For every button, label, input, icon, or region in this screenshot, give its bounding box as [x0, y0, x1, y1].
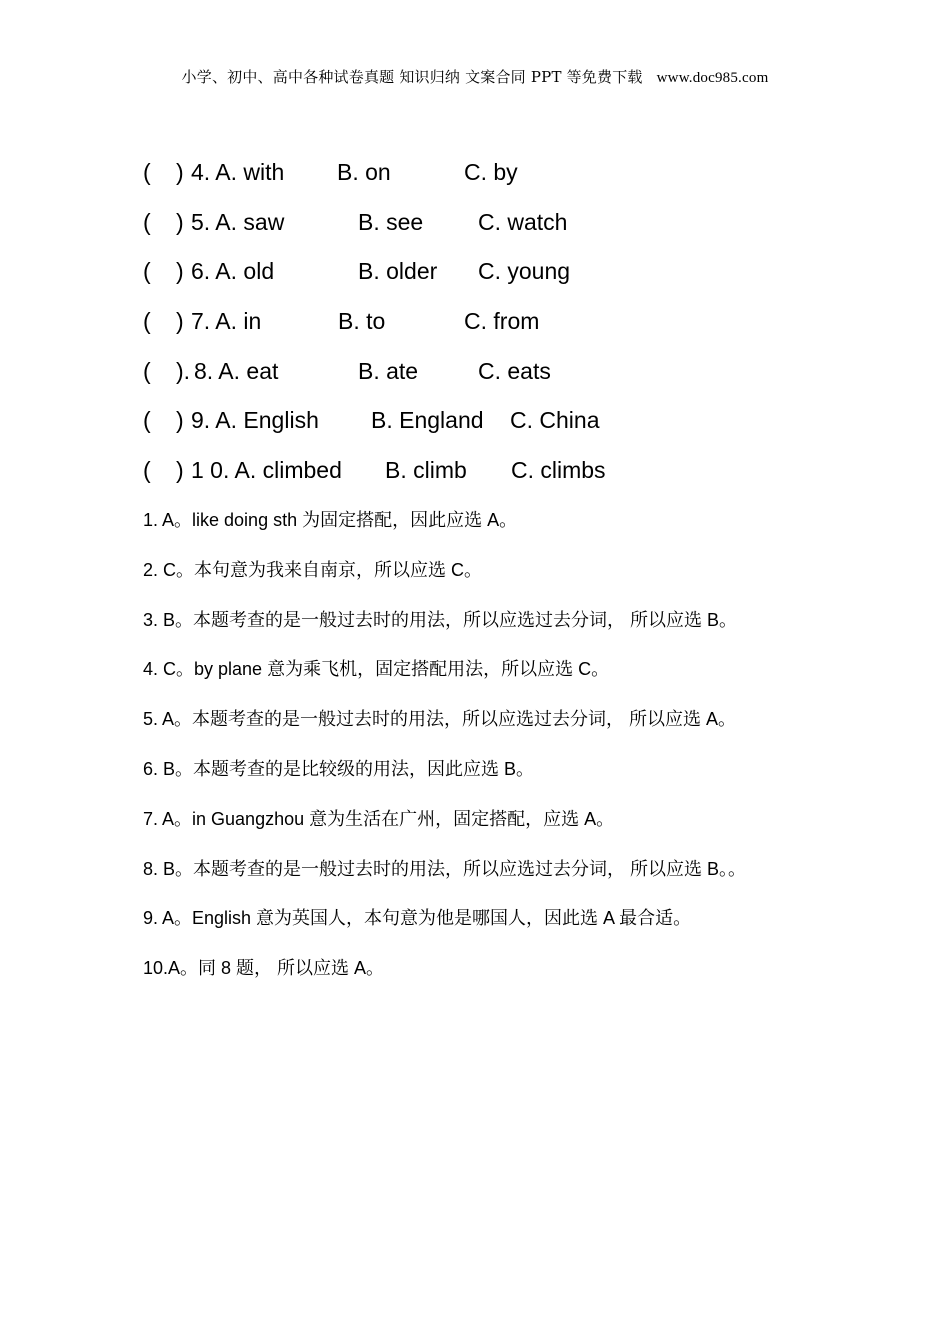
answer-paren-open: ( — [143, 357, 151, 384]
option-a: 7. A. in — [191, 308, 262, 335]
question-row — [143, 453, 843, 503]
answer-paren-close: ) — [176, 258, 184, 285]
answer-line: 1. A。like doing sth 为固定搭配，因此应选 A。 — [143, 510, 518, 530]
answer-paren-open: ( — [143, 159, 151, 185]
option-a: 8. A. eat — [194, 357, 279, 384]
question-row — [143, 304, 843, 354]
answer-paren-open: ( — [143, 308, 151, 335]
option-c: C. watch — [478, 208, 568, 235]
option-b: B. to — [338, 308, 386, 335]
question-row — [143, 205, 843, 255]
question-row — [143, 254, 843, 304]
option-c: C. China — [510, 407, 600, 434]
option-a: 5. A. saw — [191, 208, 285, 235]
answer-explanations — [143, 506, 843, 1004]
answer-paren-close: ) — [176, 308, 184, 335]
option-c: C. eats — [478, 357, 551, 384]
question-list — [143, 155, 843, 503]
option-c: C. from — [464, 308, 540, 335]
option-b: B. ate — [358, 357, 419, 384]
option-a: 4. A. with — [191, 159, 285, 185]
answer-line: 4. C。by plane 意为乘飞机，固定搭配用法，所以应选 C。 — [143, 659, 610, 680]
answer-line: 2. C。本句意为我来自南京，所以应选 C。 — [143, 559, 483, 580]
page-header — [0, 66, 950, 87]
option-b: B. England — [371, 407, 484, 434]
question-row — [143, 155, 843, 205]
option-a: 6. A. old — [191, 258, 275, 285]
option-b: B. older — [358, 258, 438, 285]
answer-paren-close: ) — [176, 457, 184, 484]
option-b: B. on — [337, 159, 391, 185]
option-c: C. by — [464, 159, 518, 185]
answer-paren-open: ( — [143, 407, 151, 434]
answer-paren-close: ). — [176, 357, 191, 384]
answer-line: 7. A。in Guangzhou 意为生活在广州，固定搭配，应选 A。 — [143, 808, 615, 829]
option-a: 1 0. A. climbed — [191, 457, 342, 484]
answer-line: 9. A。English 意为英国人，本句意为他是哪国人，因此选 A 最合适。 — [143, 908, 692, 929]
header-site: www.doc985.com — [656, 70, 769, 86]
answer-paren-close: ) — [176, 407, 184, 434]
answer-paren-close: ) — [176, 159, 184, 185]
question-row — [143, 403, 843, 453]
answer-line: 5. A。本题考查的是一般过去时的用法，所以应选过去分词， 所以应选 A。 — [143, 709, 737, 730]
option-c: C. young — [478, 258, 571, 285]
option-c: C. climbs — [511, 457, 606, 484]
option-b: B. see — [358, 208, 424, 235]
answer-paren-open: ( — [143, 208, 151, 235]
option-a: 9. A. English — [191, 407, 319, 434]
question-row — [143, 354, 843, 404]
answer-paren-close: ) — [176, 208, 184, 235]
answer-line: 8. B。本题考查的是一般过去时的用法，所以应选过去分词， 所以应选 B。。 — [143, 858, 747, 879]
answer-line: 10.A。同 8 题， 所以应选 A。 — [143, 958, 385, 979]
header-text: 小学、初中、高中各种试卷真题 知识归纳 文案合同 PPT 等免费下载 — [181, 68, 643, 86]
option-b: B. climb — [385, 457, 467, 484]
answer-paren-open: ( — [143, 457, 151, 484]
answer-paren-open: ( — [143, 258, 151, 285]
answer-line: 6. B。本题考查的是比较级的用法，因此应选 B。 — [143, 758, 535, 779]
answer-line: 3. B。本题考查的是一般过去时的用法，所以应选过去分词， 所以应选 B。 — [143, 609, 738, 630]
